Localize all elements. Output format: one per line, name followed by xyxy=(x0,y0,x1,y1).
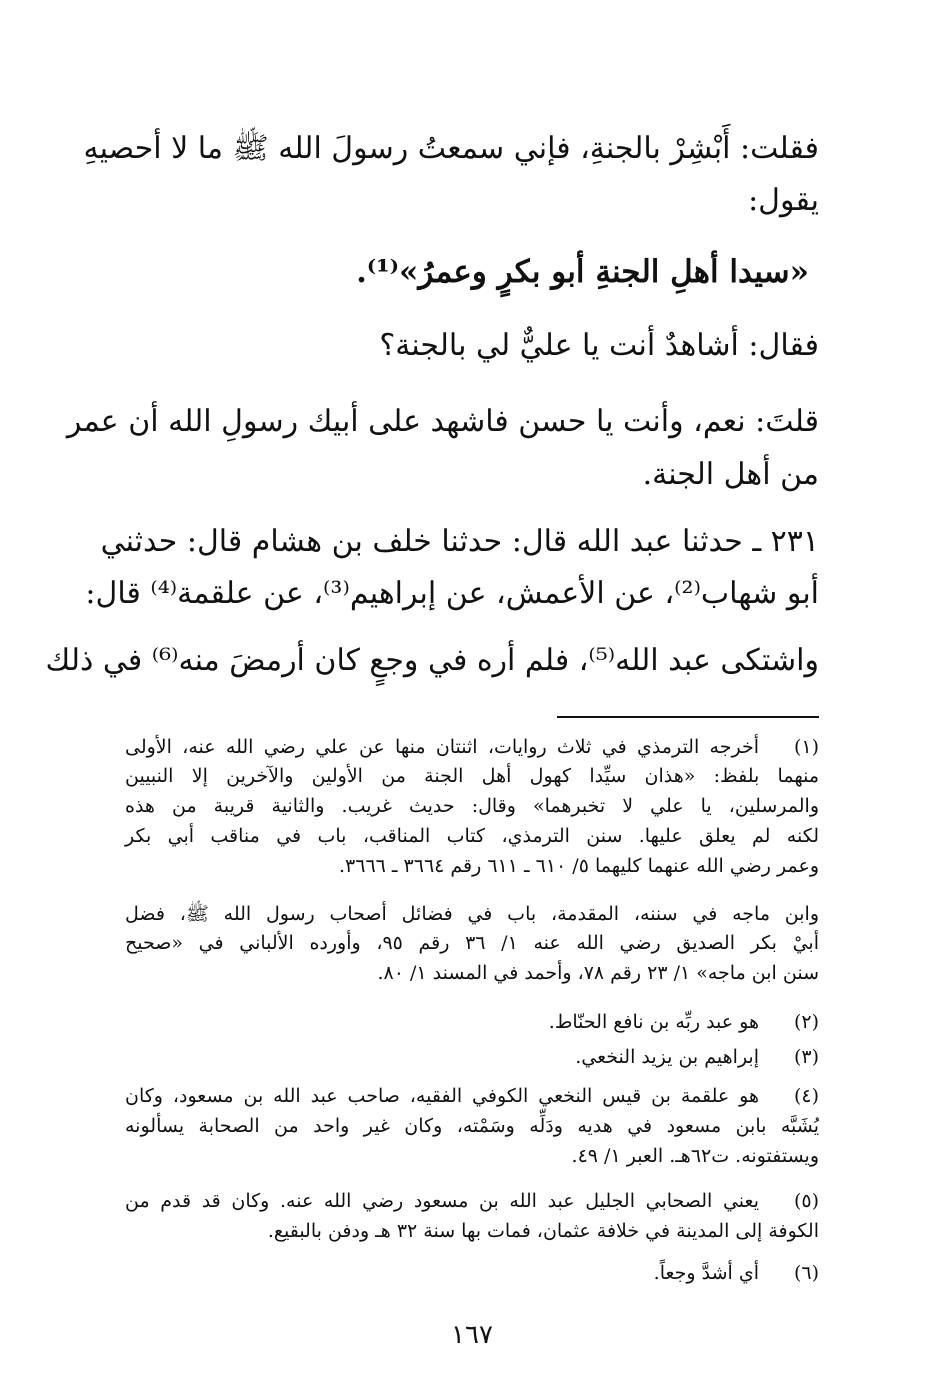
footnote-number-1: (١) xyxy=(793,736,819,758)
footnote-6-line: أي أشدَّ وجعاً. xyxy=(653,1262,759,1284)
main-line-4: فقال: أشاهدٌ أنت يا عليٌّ لي بالجنة؟ xyxy=(379,328,819,363)
footnote-1-line: والمرسلين، يا علي لا تخبرهما» وقال: حديث غريب. والثانية قريبة من هذه xyxy=(125,795,819,817)
footnote-4-line: ويستفتونه. ت٦٢هـ. العبر ١/ ٤٩. xyxy=(571,1145,819,1167)
footnote-3-line: إبراهيم بن يزيد النخعي. xyxy=(575,1046,759,1068)
footnote-1-line: منهما بلفظ: «هذان سيِّدا كهول أهل الجنة من الأولين والآخرين إلا النبيين xyxy=(125,765,819,787)
main-line-1: فقلت: أَبْشِرْ بالجنةِ، فإني سمعتُ رسولَ الله ﷺ ما لا أحصيهِ xyxy=(83,131,819,166)
main-line-5: قلتَ: نعم، وأنت يا حسن فاشهد على أبيك رسولِ الله أن عمر xyxy=(66,404,819,439)
footnote-4-line: هو علقمة بن قيس النخعي الكوفي الفقيه، صاحب عبد الله بن مسعود، وكان xyxy=(125,1085,759,1107)
footnote-1-line: سنن ابن ماجه» ١/ ٢٣ رقم ٧٨، وأحمد في المسند ١/ ٨٠. xyxy=(377,962,819,984)
footnote-number-6: (٦) xyxy=(793,1262,819,1284)
footnote-number-3: (٣) xyxy=(793,1046,819,1068)
footnote-1-line: لكنه لم يعلق عليها. سنن الترمذي، كتاب المناقب، باب في مناقب أبي بكر xyxy=(125,825,819,847)
hadith-231-line-1: ٢٣١ ـ حدثنا عبد الله قال: حدثنا خلف بن هشام قال: حدثني xyxy=(100,524,819,559)
footnote-divider xyxy=(557,716,819,718)
page-number: ١٦٧ xyxy=(451,1320,493,1350)
footnote-number-5: (٥) xyxy=(793,1190,819,1212)
footnote-1-line: وابن ماجه في سننه، المقدمة، باب في فضائل أصحاب رسول الله ﷺ، فضل xyxy=(125,903,819,925)
hadith-quote: «سيدا أهلِ الجنةِ أبو بكرٍ وعمرُ»⁽¹⁾. xyxy=(356,254,809,290)
footnote-number-2: (٢) xyxy=(793,1011,819,1033)
footnote-1-line: وعمر رضي الله عنهما كليهما ٥/ ٦١٠ ـ ٦١١ رقم ٣٦٦٤ ـ ٣٦٦٦. xyxy=(339,855,819,877)
footnote-number-4: (٤) xyxy=(793,1085,819,1107)
main-line-6: من أهل الجنة. xyxy=(642,457,819,492)
main-line-9: واشتكى عبد الله⁽⁵⁾، فلم أره في وجعٍ كان أرمضَ منه⁽⁶⁾ في ذلك xyxy=(45,643,819,678)
footnote-1-line: أخرجه الترمذي في ثلاث روايات، اثنتان منها عن علي رضي الله عنه، الأولى xyxy=(125,736,759,758)
main-line-2: يقول: xyxy=(748,183,819,218)
hadith-231-line-2: أبو شهاب⁽²⁾، عن الأعمش، عن إبراهيم⁽³⁾، عن علقمة⁽⁴⁾ قال: xyxy=(85,576,819,611)
footnote-4-line: يُشَبَّه بابن مسعود في هديه ودَلِّه وسَمْته، وكان غير واحد من الصحابة يسألونه xyxy=(125,1115,819,1137)
footnote-5-line: الكوفة إلى المدينة في خلافة عثمان، فمات بها سنة ٣٢ هـ ودفن بالبقيع. xyxy=(267,1220,819,1242)
footnote-2-line: هو عبد ربِّه بن نافع الحنّاط. xyxy=(548,1011,759,1033)
footnote-1-line: أبيْ بكر الصديق رضي الله عنه ١/ ٣٦ رقم ٩٥، وأورده الألباني في «صحيح xyxy=(125,932,819,954)
footnote-5-line: يعني الصحابي الجليل عبد الله بن مسعود رضي الله عنه. وكان قد قدم من xyxy=(125,1190,759,1212)
